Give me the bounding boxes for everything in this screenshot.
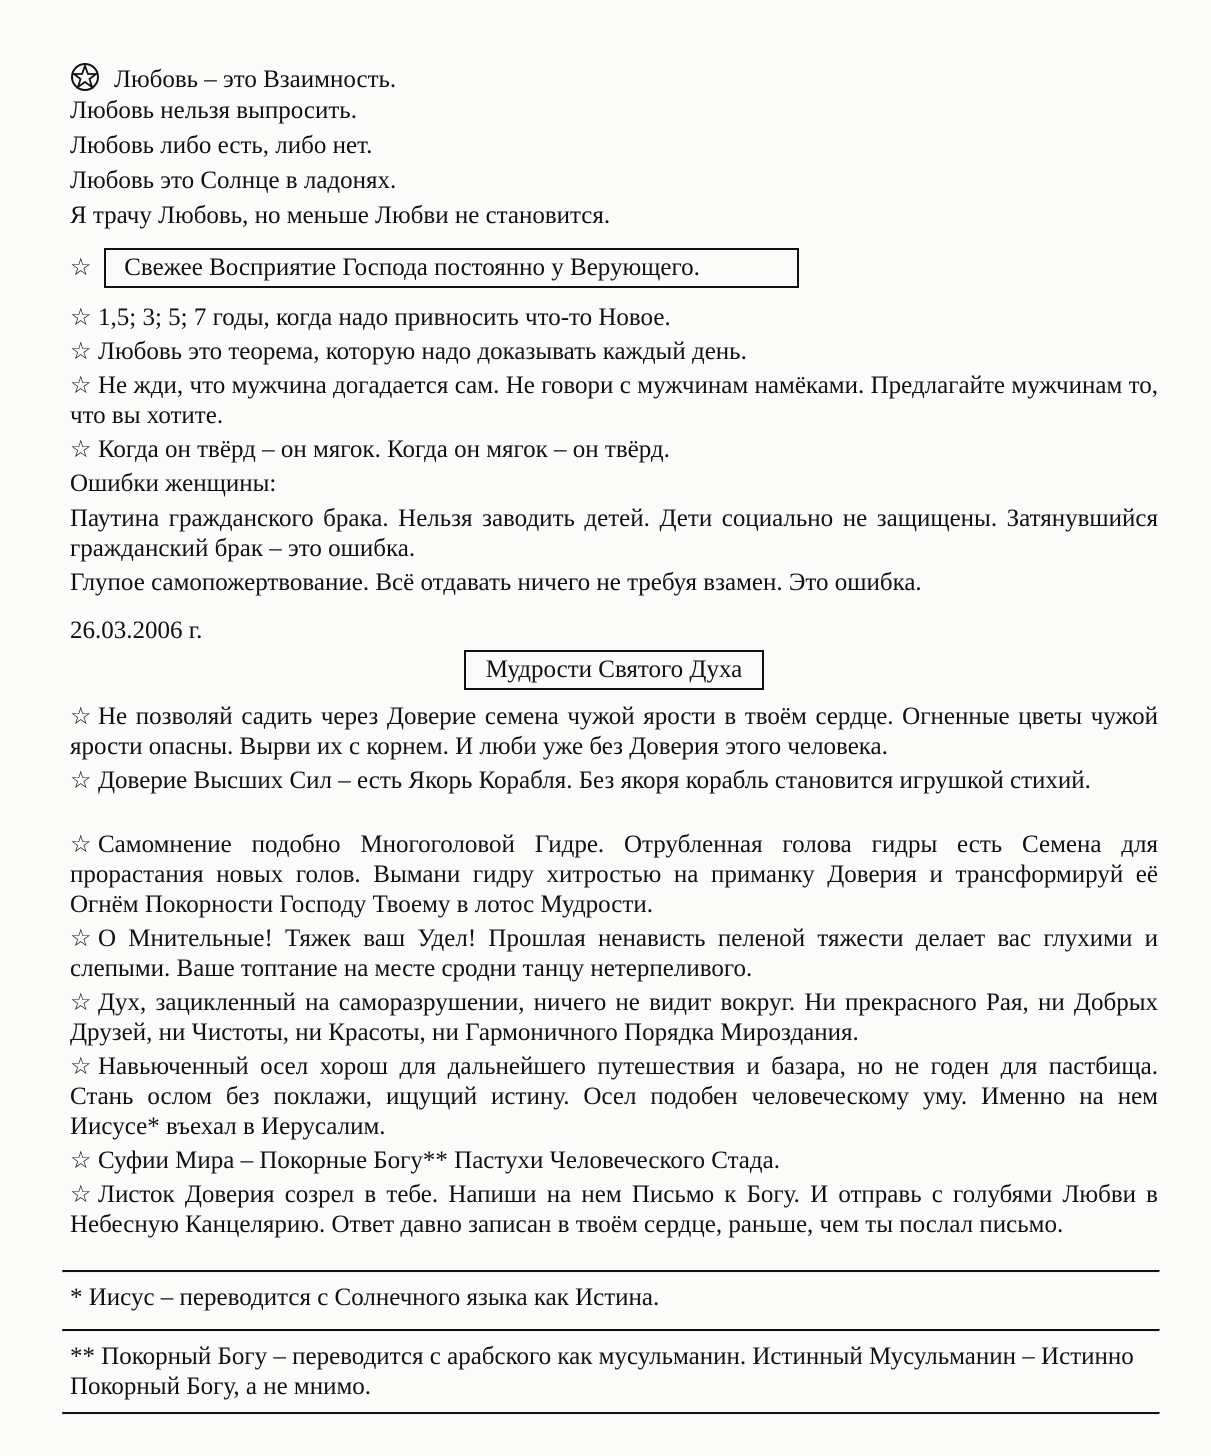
star-outline-icon: ☆ <box>70 832 92 858</box>
wisdom-item <box>70 766 1158 830</box>
errors-paragraph-2: Глупое самопожертвование. Всё отдавать ничего не требуя взамен. Это ошибка. <box>70 569 922 596</box>
list-item <box>70 371 1158 435</box>
star-outline-icon: ☆ <box>70 1148 92 1174</box>
wisdom-item <box>70 1052 1158 1146</box>
wisdom-item <box>70 830 1158 924</box>
boxed-heading-row <box>70 248 1158 290</box>
items-group-1 <box>70 303 1158 469</box>
wisdom-item-text: Доверие Высших Сил – есть Якорь Корабля. Без якоря корабль становится игрушкой стихий. <box>98 767 1091 794</box>
intro-line-5: Я трачу Любовь, но меньше Любви не становится. <box>70 202 611 229</box>
list-item-text: Не жди, что мужчина догадается сам. Не говори с мужчинам намёками. Предлагайте мужчинам то, что вы хотите. <box>70 372 1158 429</box>
wisdom-item <box>70 988 1158 1052</box>
items-group-2 <box>70 702 1158 1270</box>
intro-line-1 <box>70 62 1158 96</box>
list-item <box>70 303 1158 337</box>
section-title-row <box>70 650 1158 694</box>
star-outline-icon: ☆ <box>70 1054 92 1080</box>
intro-line-2: Любовь нельзя выпросить. <box>70 97 357 124</box>
list-item <box>70 337 1158 371</box>
errors-paragraph-1: Паутина гражданского брака. Нельзя заводить детей. Дети социально не защищены. Затянувшийся гражданский брак – это ошибка. <box>70 505 1158 562</box>
star-outline-icon: ☆ <box>70 339 92 365</box>
list-item <box>70 435 1158 469</box>
star-outline-icon: ☆ <box>70 305 92 331</box>
list-item-text: Когда он твёрд – он мягок. Когда он мягок – он твёрд. <box>98 436 670 463</box>
footnote-2: ** Покорный Богу – переводится с арабского как мусульманин. Истинный Мусульманин – Истинно Покорный Богу, а не мнимо. <box>70 1343 1134 1400</box>
section-title-box: Мудрости Святого Духа <box>464 650 764 690</box>
wisdom-item-text: Листок Доверия созрел в тебе. Напиши на нем Письмо к Богу. И отправь с голубями Любви в Небесную Канцелярию. Ответ давно записан в твоём сердце, раньше, чем ты послал письмо. <box>70 1181 1158 1238</box>
date-line: 26.03.2006 г. <box>70 617 203 644</box>
list-item-text: 1,5; 3; 5; 7 годы, когда надо привносить что-то Новое. <box>98 304 671 331</box>
document-page <box>70 62 1158 1415</box>
intro-line-3: Любовь либо есть, либо нет. <box>70 132 373 159</box>
star-outline-icon: ☆ <box>70 768 92 794</box>
wisdom-item <box>70 702 1158 766</box>
intro-text-1: Любовь – это Взаимность. <box>114 66 397 93</box>
errors-title: Ошибки женщины: <box>70 470 277 497</box>
footnote-divider-3 <box>62 1412 1160 1415</box>
star-outline-icon: ☆ <box>70 437 92 463</box>
star-outline-icon: ☆ <box>70 255 92 281</box>
star-outline-icon: ☆ <box>70 926 92 952</box>
wisdom-item-text: Самомнение подобно Многоголовой Гидре. Отрубленная голова гидры есть Семена для прорастания новых голов. Вымани гидру хитростью на приманку Доверия и трансформируй её Огнём Покорности Господу Твоему в лотос Мудрости. <box>70 831 1158 918</box>
wisdom-item-text: Не позволяй садить через Доверие семена чужой ярости в твоём сердце. Огненные цветы чужой ярости опасны. Вырви их с корнем. И люби уже без Доверия этого человека. <box>70 703 1158 760</box>
boxed-heading: Свежее Восприятие Господа постоянно у Верующего. <box>104 248 799 288</box>
wisdom-item-text: О Мнительные! Тяжек ваш Удел! Прошлая ненависть пеленой тяжести делает вас глухими и слепыми. Ваше топтание на месте сродни танцу нетерпеливого. <box>70 925 1158 982</box>
star-outline-icon: ☆ <box>70 990 92 1016</box>
footnote-1: * Иисус – переводится с Солнечного языка как Истина. <box>70 1284 660 1311</box>
wisdom-item <box>70 924 1158 988</box>
wisdom-item <box>70 1180 1158 1270</box>
wisdom-item-text: Дух, зацикленный на саморазрушении, ничего не видит вокруг. Ни прекрасного Рая, ни Добрых Друзей, ни Чистоты, ни Красоты, ни Гармоничного Порядка Мироздания. <box>70 989 1158 1046</box>
star-outline-icon: ☆ <box>70 704 92 730</box>
wisdom-item-text: Навьюченный осел хорош для дальнейшего путешествия и базара, но не годен для пастбища. Стань ослом без поклажи, ищущий истину. Осел подобен человеческому уму. Именно на нем Иисусе* въехал в Иерусалим. <box>70 1053 1158 1140</box>
list-item-text: Любовь это теорема, которую надо доказывать каждый день. <box>98 338 747 365</box>
circled-star-icon <box>70 62 100 100</box>
wisdom-item-text: Суфии Мира – Покорные Богу** Пастухи Человеческого Стада. <box>98 1147 780 1174</box>
intro-line-4: Любовь это Солнце в ладонях. <box>70 167 397 194</box>
star-outline-icon: ☆ <box>70 1182 92 1208</box>
star-outline-icon: ☆ <box>70 373 92 399</box>
wisdom-item <box>70 1146 1158 1180</box>
